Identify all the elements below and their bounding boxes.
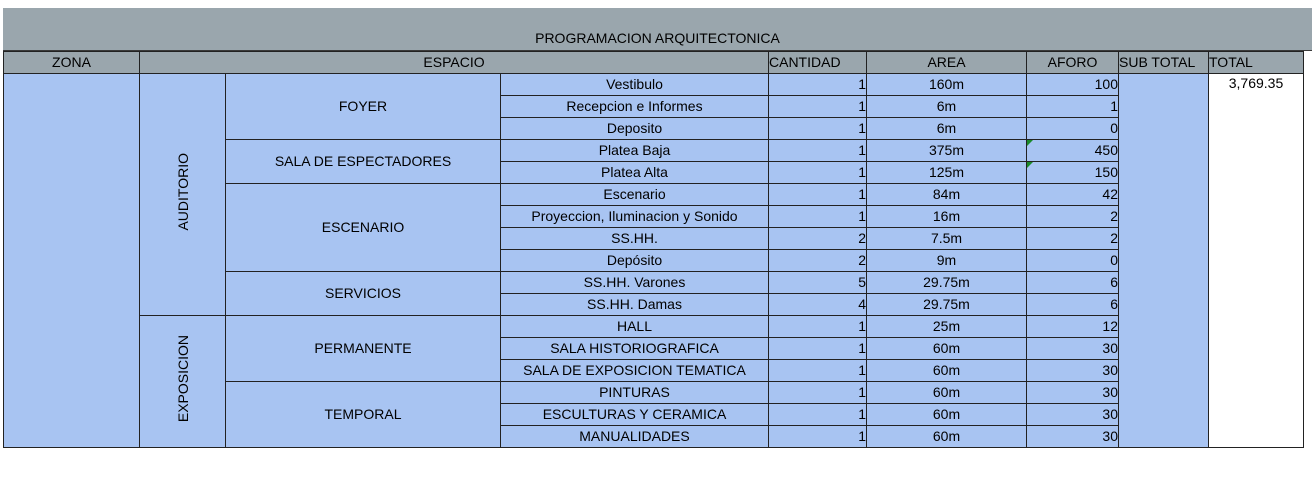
cantidad-cell: 1 — [769, 118, 867, 140]
area-cell: 160m — [867, 74, 1027, 96]
espacio-cell: SS.HH. — [501, 228, 769, 250]
aforo-cell — [1027, 338, 1119, 360]
header-aforo: AFORO — [1027, 52, 1119, 74]
espacio-cell: SALA DE EXPOSICION TEMATICA — [501, 360, 769, 382]
area-cell: 125m — [867, 162, 1027, 184]
area-cell: 60m — [867, 360, 1027, 382]
cantidad-cell: 1 — [769, 96, 867, 118]
area-cell: 16m — [867, 206, 1027, 228]
cantidad-cell: 1 — [769, 404, 867, 426]
error-indicator-icon — [1027, 162, 1033, 168]
espacio-cell: Escenario — [501, 184, 769, 206]
area-cell: 9m — [867, 250, 1027, 272]
cantidad-cell: 1 — [769, 316, 867, 338]
aforo-value: 12 — [1102, 318, 1118, 334]
area-cell: 60m — [867, 338, 1027, 360]
aforo-cell — [1027, 360, 1119, 382]
area-cell: 60m — [867, 426, 1027, 448]
header-total: TOTAL — [1209, 52, 1304, 74]
table-title-bar — [3, 8, 1312, 51]
group-name-cell: PERMANENTE — [226, 316, 501, 382]
area-cell: 29.75m — [867, 294, 1027, 316]
aforo-cell — [1027, 426, 1119, 448]
espacio-cell: Proyeccion, Iluminacion y Sonido — [501, 206, 769, 228]
espacio-cell: Vestibulo — [501, 74, 769, 96]
aforo-value: 30 — [1102, 362, 1118, 378]
cantidad-cell: 1 — [769, 184, 867, 206]
cantidad-cell: 2 — [769, 250, 867, 272]
area-cell: 7.5m — [867, 228, 1027, 250]
aforo-cell — [1027, 96, 1119, 118]
table-row — [4, 74, 1304, 96]
header-subtotal: SUB TOTAL — [1119, 52, 1209, 74]
subtotal-cell — [1119, 74, 1209, 448]
aforo-value: 6 — [1110, 296, 1118, 312]
cantidad-cell: 1 — [769, 162, 867, 184]
espacio-cell: Depósito — [501, 250, 769, 272]
programacion-table — [3, 51, 1304, 448]
table-row — [4, 316, 1304, 338]
aforo-cell — [1027, 74, 1119, 96]
cantidad-cell: 5 — [769, 272, 867, 294]
group-name-cell: SERVICIOS — [226, 272, 501, 316]
zona-cell — [4, 74, 140, 448]
espacio-cell: SS.HH. Varones — [501, 272, 769, 294]
aforo-cell — [1027, 118, 1119, 140]
area-cell: 375m — [867, 140, 1027, 162]
espacio-cell: MANUALIDADES — [501, 426, 769, 448]
total-cell: 3,769.35 — [1209, 74, 1304, 448]
area-cell: 6m — [867, 96, 1027, 118]
cantidad-cell: 1 — [769, 338, 867, 360]
aforo-value: 30 — [1102, 384, 1118, 400]
aforo-value: 0 — [1110, 120, 1118, 136]
aforo-cell — [1027, 162, 1119, 184]
header-espacio: ESPACIO — [140, 52, 769, 74]
aforo-value: 100 — [1094, 76, 1118, 92]
aforo-value: 30 — [1102, 340, 1118, 356]
espacio-cell: Recepcion e Informes — [501, 96, 769, 118]
aforo-value: 6 — [1110, 274, 1118, 290]
header-area: AREA — [867, 52, 1027, 74]
aforo-value: 2 — [1110, 208, 1118, 224]
espacio-cell: Deposito — [501, 118, 769, 140]
espacio-cell: PINTURAS — [501, 382, 769, 404]
table-body — [4, 74, 1304, 448]
area-cell: 29.75m — [867, 272, 1027, 294]
group-name-cell: SALA DE ESPECTADORES — [226, 140, 501, 184]
zone-name-cell — [140, 74, 226, 316]
aforo-value: 30 — [1102, 406, 1118, 422]
cantidad-cell: 1 — [769, 360, 867, 382]
aforo-cell — [1027, 250, 1119, 272]
group-name-cell: FOYER — [226, 74, 501, 140]
header-zona: ZONA — [4, 52, 140, 74]
group-name-cell: TEMPORAL — [226, 382, 501, 448]
espacio-cell: ESCULTURAS Y CERAMICA — [501, 404, 769, 426]
cantidad-cell: 1 — [769, 74, 867, 96]
area-cell: 60m — [867, 382, 1027, 404]
cantidad-cell: 1 — [769, 382, 867, 404]
aforo-cell — [1027, 272, 1119, 294]
espacio-cell: SALA HISTORIOGRAFICA — [501, 338, 769, 360]
header-row — [4, 52, 1304, 74]
aforo-cell — [1027, 294, 1119, 316]
espacio-cell: Platea Alta — [501, 162, 769, 184]
cantidad-cell: 1 — [769, 140, 867, 162]
aforo-cell — [1027, 382, 1119, 404]
area-cell: 6m — [867, 118, 1027, 140]
header-cantidad: CANTIDAD — [769, 52, 867, 74]
aforo-value: 42 — [1102, 186, 1118, 202]
area-cell: 60m — [867, 404, 1027, 426]
aforo-value: 30 — [1102, 428, 1118, 444]
aforo-value: 450 — [1094, 142, 1118, 158]
cantidad-cell: 1 — [769, 206, 867, 228]
aforo-cell — [1027, 140, 1119, 162]
area-cell: 25m — [867, 316, 1027, 338]
table-title: PROGRAMACION ARQUITECTONICA — [535, 30, 780, 46]
area-cell: 84m — [867, 184, 1027, 206]
aforo-cell — [1027, 206, 1119, 228]
aforo-cell — [1027, 184, 1119, 206]
zone-label: EXPOSICION — [174, 335, 191, 423]
group-name-cell: ESCENARIO — [226, 184, 501, 272]
cantidad-cell: 4 — [769, 294, 867, 316]
aforo-cell — [1027, 228, 1119, 250]
aforo-value: 0 — [1110, 252, 1118, 268]
aforo-cell — [1027, 316, 1119, 338]
cantidad-cell: 2 — [769, 228, 867, 250]
espacio-cell: HALL — [501, 316, 769, 338]
espacio-cell: Platea Baja — [501, 140, 769, 162]
error-indicator-icon — [1027, 140, 1033, 146]
zone-name-cell — [140, 316, 226, 448]
aforo-cell — [1027, 404, 1119, 426]
cantidad-cell: 1 — [769, 426, 867, 448]
zone-label: AUDITORIO — [174, 153, 191, 231]
aforo-value: 150 — [1094, 164, 1118, 180]
aforo-value: 2 — [1110, 230, 1118, 246]
aforo-value: 1 — [1110, 98, 1118, 114]
espacio-cell: SS.HH. Damas — [501, 294, 769, 316]
